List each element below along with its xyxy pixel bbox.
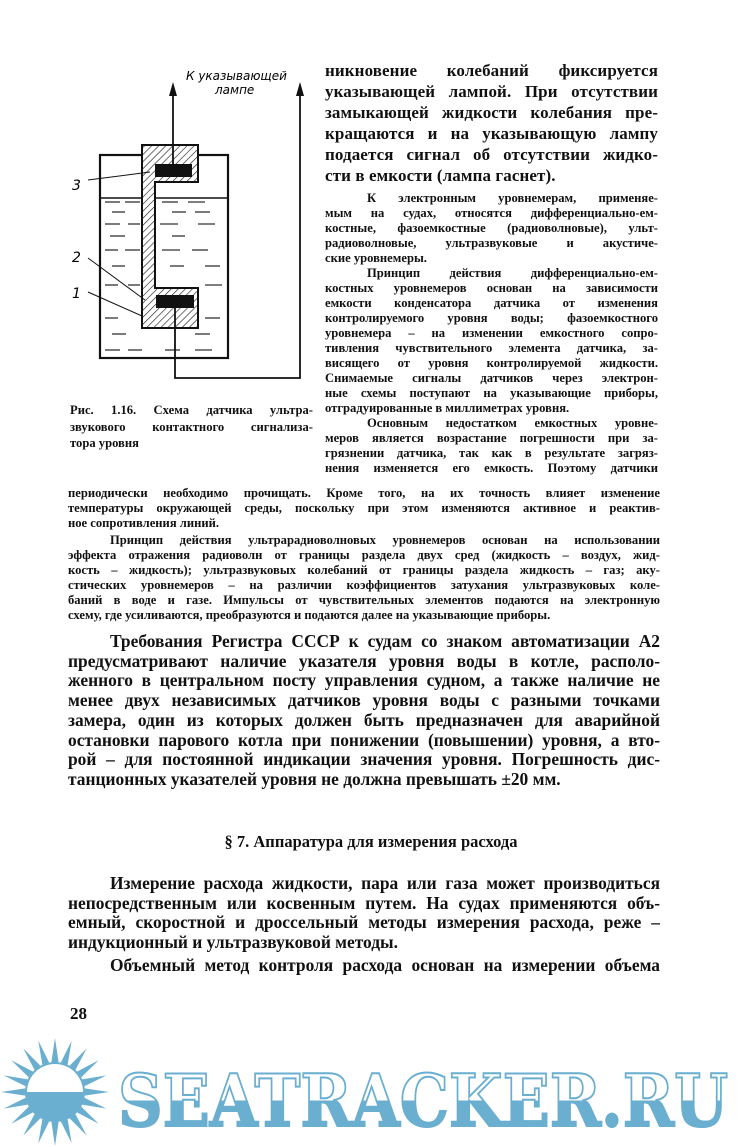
column-text: К электронным уровнемерам, применяе- мым на судах, относятся дифференциально-ем- костные, фазоемкостные (радиоволновые), ульт- радиоволновые, ультразвуковые и акустиче- ские уровнемеры. Принцип действия дифференциально-ем- костных уровнемеров основан на зависимости емкости конденсатора датчика от изменения контролируемого уровня воды; фазоемкостного уровнемера – на изменении емкостного сопро- тивления чувствительного элемента датчика, за- висящего от уровня контролируемой жидкости. Снимаемые сигналы датчиков через электрон- ные схемы поступают на указывающие приборы, отградуированные в миллиметрах уровня. Основным недостатком емкостных уровне- меров является возрастание погрешности при за- грязнении датчика, так как в результате загряз- нения изменяется его емкость. Поэтому датчики (325, 191, 658, 475)
section-text: Измерение расхода жидкости, пара или газа может производиться непосредственным или косвенным путем. На судах применяются объ- емный, скоростной и дроссельный методы измерения расхода, реже – индукционный и ультразвуковой методы. Объемный метод контроля расхода основан на измерении объема (68, 873, 660, 975)
sun-ray (70, 1114, 87, 1136)
sun-ray (77, 1107, 99, 1124)
sun-ray (85, 1088, 109, 1095)
sun-ray (23, 1114, 40, 1136)
sun-ray (82, 1098, 106, 1109)
sun-ray (51, 1038, 58, 1062)
sun-ray (38, 1041, 49, 1065)
label-3: 3 (72, 178, 81, 194)
watermark-text: SEATRACKER.RU (118, 1058, 728, 1143)
sun-ray (23, 1048, 40, 1070)
sun-ray (70, 1048, 87, 1070)
figure-caption: Рис. 1.16. Схема датчика ультра- звукового контактного сигнализа- тора уровня (70, 403, 313, 450)
label-1: 1 (72, 286, 81, 302)
arrow-up-icon (169, 82, 177, 96)
arrow-label: К указывающей (186, 69, 287, 83)
sensor-body (142, 145, 198, 328)
sun-ray (38, 1119, 49, 1143)
sun-ray (11, 1060, 33, 1077)
top-paragraph: никновение колебаний фиксируется указывающей лампой. При отсутствии замыкающей жидкости колебания пре- кращаются и на указывающую лампу подается сигнал об отсутствии жидко- сти в емкости (лампа гаснет). (325, 61, 658, 185)
sun-ray (61, 1041, 72, 1065)
sun-icon (1, 1038, 109, 1146)
sun-ray (82, 1075, 106, 1086)
sun-ray (61, 1119, 72, 1143)
sun-ray (11, 1107, 33, 1124)
arrow-up-icon (296, 82, 304, 96)
sun-ray (77, 1060, 99, 1077)
register-requirements-paragraph: Требования Регистра СССР к судам со знаком автоматизации А2 предусматривают наличие указателя уровня воды в котле, располо- женного в центральном посту управления судном, а также наличие не менее двух независимых датчиков уровня воды с разными точками замера, один из которых должен быть предназначен для аварийной остановки парового котла при понижении (повышении) уровня, а вто- рой – для постоянной индикации значения уровня. Погрешность дис- танционных указателей уровня не должна превышать ±20 мм. (68, 631, 660, 789)
sun-ray (51, 1122, 58, 1146)
lower-electrode (156, 295, 194, 308)
wires (173, 90, 300, 378)
watermark-logo (0, 1038, 742, 1147)
label-2: 2 (72, 250, 81, 266)
sun-ray (1, 1088, 25, 1095)
page-number: 28 (70, 1004, 87, 1023)
arrow-label: лампе (215, 83, 255, 97)
leader-lines (88, 172, 150, 316)
section-heading: § 7. Аппаратура для измерения расхода (224, 832, 518, 851)
sun-ray (4, 1075, 28, 1086)
full-width-text: периодически необходимо прочищать. Кроме того, на их точность влияет изменение температуры окружающей среды, поскольку при этом изменяются активное и реактив- ное сопротивления линий. Принцип действия ультрарадиоволновых уровнемеров основан на использовании эффекта отражения радиоволн от границы раздела двух сред (жидкость – воздух, жид- кость – жидкость); ультразвуковых колебаний от границы раздела жидкость – газ; аку- стических уровнемеров – на различии коэффициентов затухания ультразвуковых коле- баний в воде и газе. Импульсы от чувствительных элементов подаются на электронную схему, где усиливаются, преобразуются и подаются далее на указывающие приборы. (68, 486, 660, 622)
sun-ray (4, 1098, 28, 1109)
